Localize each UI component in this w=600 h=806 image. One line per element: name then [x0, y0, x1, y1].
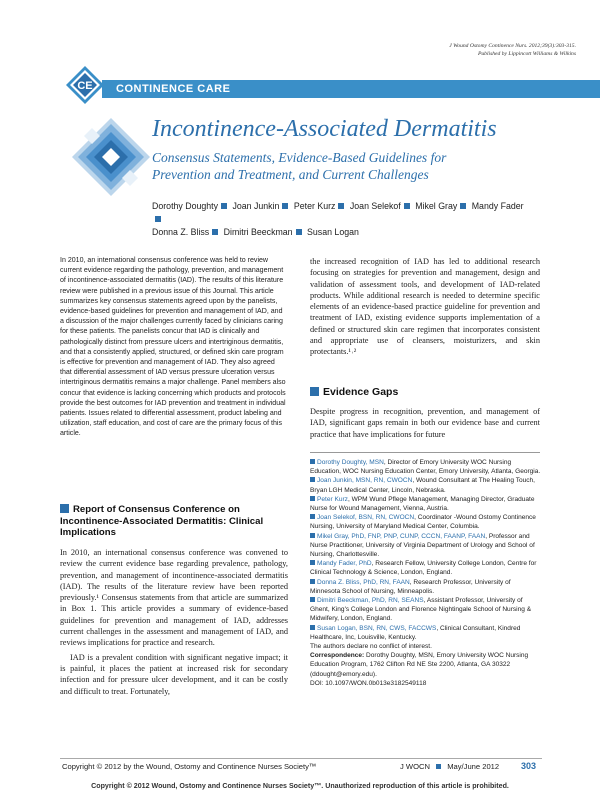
- separator-square-icon: [296, 229, 302, 235]
- bullet-square-icon: [310, 496, 315, 501]
- footer-journal: [400, 762, 499, 771]
- bullet-square-icon: [310, 579, 315, 584]
- author: Mikel Gray: [415, 201, 458, 211]
- body-text: Despite progress in recognition, prevention, and management of IAD, significant gaps remain in both our evidence base and current practice that have implications for future: [310, 407, 540, 439]
- bullet-square-icon: [310, 477, 315, 482]
- separator-square-icon: [338, 203, 344, 209]
- bullet-square-icon: [310, 625, 315, 630]
- author: Donna Z. Bliss: [152, 227, 210, 237]
- bullet-square-icon: [310, 514, 315, 519]
- author-affiliations: [310, 458, 542, 688]
- journal-citation: [449, 42, 576, 58]
- issue-date: May/June 2012: [447, 762, 500, 771]
- affiliation: Dimitri Beeckman, PhD, RN, SEANS, Assistant Professor, University of Ghent, King's College London and Florence Nightingale School of Nursing & Midwifery, London, England.: [310, 597, 532, 623]
- paragraph: In 2010, an international consensus conference was convened to review the current evidence base regarding prevalence, pathology, prevention, and management of incontinence-associated dermatitis (IAD). The results of the literature review have been reported previously.¹ Consensus statements from that article are summarized in Box 1. This article provides a summary of evidence-based guidelines for prevention and management of IAD, addresses current challenges in the assessment and management of IAD, and reviews implications for practice and research.: [60, 548, 288, 648]
- abstract: In 2010, an international consensus conference was held to review current evidence regarding the pathology, prevention, and management of incontinence-associated dermatitis (IAD). The results of this literature review were published in a previous issue of this Journal. This article summarizes key consensus statements agreed upon by the panelists, evidence-based guidelines for prevention and management of IAD, and a discussion of the major challenges currently faced by clinicians caring for these patients. The panelists concur that IAD is clinically and pathologically distinct from pressure ulcers and intertriginous dermatitis, and that a consistently applied, structured, or defined skin care program is effective for prevention and management of IAD. They also agreed that differential assessment of IAD versus pressure ulceration versus intertriginous dermatitis remains a major challenge. Panel members also concur that evidence is lacking concerning which products and protocols provide the best outcomes for IAD prevention and treatment in individual patients. Issues related to differential assessment, product labeling and utilization, staff education, and cost of care are the primary focus of this article.: [60, 257, 286, 438]
- page-number: 303: [521, 761, 537, 771]
- author: Joan Junkin: [232, 201, 280, 211]
- author: Mandy Fader: [471, 201, 524, 211]
- section-heading: [60, 504, 290, 539]
- affiliation: Mandy Fader, PhD, Research Fellow, University College London, Centre for Clinical Technology & Science, London, England.: [310, 560, 537, 577]
- footer-divider: [60, 758, 542, 759]
- author: Susan Logan: [307, 227, 359, 237]
- diamond-pattern-icon: [72, 118, 150, 196]
- article-subtitle: Consensus Statements, Evidence-Based Guidelines for Prevention and Treatment, and Current Challenges: [152, 150, 447, 182]
- conflict-statement: The authors declare no conflict of interest.: [310, 643, 432, 651]
- section-heading: [310, 386, 398, 399]
- separator-square-icon: [221, 203, 227, 209]
- section-heading-text: Evidence Gaps: [323, 386, 399, 398]
- author: Dimitri Beeckman: [223, 227, 293, 237]
- bullet-square-icon: [310, 533, 315, 538]
- section-heading-text: Report of Consensus Conference on Incontinence-Associated Dermatitis: Clinical Implications: [60, 504, 264, 538]
- paragraph: IAD is a prevalent condition with significant negative impact; it is painful, it places the patient at increased risk for secondary infection and for pressure ulcer development, and it can be costly and difficult to treat. Fortunately,: [60, 652, 288, 696]
- footer-copyright: Copyright © 2012 by the Wound, Ostomy and Continence Nurses Society™: [62, 762, 317, 771]
- heading-square-icon: [60, 504, 69, 513]
- affiliation: Mikel Gray, PhD, FNP, PNP, CUNP, CCCN, FAANP, FAAN, Professor and Nurse Practitioner, University of Virginia Department of Urology and School of Nursing, Charlottesville.: [310, 532, 535, 559]
- affiliation: Dorothy Doughty, MSN, Director of Emory University WOC Nursing Education, WOC Nursing Education Center, Emory University, Atlanta, Georgia.: [310, 459, 541, 476]
- journal-abbrev: J WOCN: [400, 762, 430, 771]
- separator-square-icon: [282, 203, 288, 209]
- author: Peter Kurz: [293, 201, 336, 211]
- section-label: CONTINENCE CARE: [116, 83, 231, 95]
- separator-square-icon: [212, 229, 218, 235]
- separator-square-icon: [155, 216, 161, 222]
- affiliation: Joan Selekof, BSN, RN, CWOCN, Coordinator -Wound Ostomy Continence Nursing, University of Maryland Medical Center, Columbia.: [310, 514, 536, 531]
- doi[interactable]: DOI: 10.1097/WON.0b013e3182549118: [310, 679, 427, 687]
- reproduction-notice: Copyright © 2012 Wound, Ostomy and Continence Nurses Society™. Unauthorized reproduction of this article is prohibited.: [91, 782, 509, 790]
- separator-square-icon: [404, 203, 410, 209]
- affiliation: Susan Logan, BSN, RN, CWS, FACCWS, Clinical Consultant, Kindred Healthcare, Inc, Louisville, Kentucky.: [310, 624, 521, 641]
- author: Dorothy Doughty: [152, 201, 219, 211]
- bullet-square-icon: [310, 597, 315, 602]
- article-title: Incontinence-Associated Dermatitis: [152, 116, 497, 142]
- ce-logo-icon: [66, 66, 104, 104]
- author: Joan Selekof: [349, 201, 401, 211]
- affiliation: Donna Z. Bliss, PhD, RN, FAAN, Research Professor, University of Minnesota School of Nursing, Minneapolis.: [310, 578, 511, 595]
- affiliation: Peter Kurz, WPM Wund Pflege Management, Managing Director, Graduate Nurse for Wound Management, Vienna, Austria.: [310, 495, 535, 513]
- logo-text: CE: [77, 80, 93, 92]
- correspondence-label: Correspondence:: [310, 652, 365, 660]
- heading-square-icon: [310, 387, 319, 396]
- separator-square-icon: [460, 203, 466, 209]
- correspondence: Correspondence: Dorothy Doughty, MSN, Emory University WOC Nursing Education Program, 1762 Clifton Rd NE Ste 2200, Atlanta, GA 30322 (ddought@emory.edu).: [310, 652, 529, 678]
- affiliation: Joan Junkin, MSN, RN, CWOCN, Wound Consultant at The Healing Touch, Bryan LGH Medical Center, Lincoln, Nebraska.: [310, 477, 535, 494]
- bullet-square-icon: [310, 459, 315, 464]
- bullet-square-icon: [310, 560, 315, 565]
- author-list: [152, 200, 524, 239]
- body-text: [60, 547, 288, 697]
- body-text: the increased recognition of IAD has led to additional research focusing on strategies for prevention and management, design and validation of assessment tools, and development of IAD-related products. While additional research is needed to determine specific elements of an evidence-based practice guideline for prevention and treatment of IAD, existing evidence supports implementation of a defined or structured skin care regimen that incorporates consistent and appropriate use of cleansers, moisturizers, and skin protectants.¹˒²: [310, 257, 540, 357]
- journal-citation-line: J Wound Ostomy Continence Nurs. 2012;39(3):303-315.: [449, 43, 576, 49]
- divider: [310, 452, 540, 453]
- separator-square-icon: [436, 764, 441, 769]
- publisher-line: Published by Lippincott Williams & Wilkins: [477, 51, 576, 57]
